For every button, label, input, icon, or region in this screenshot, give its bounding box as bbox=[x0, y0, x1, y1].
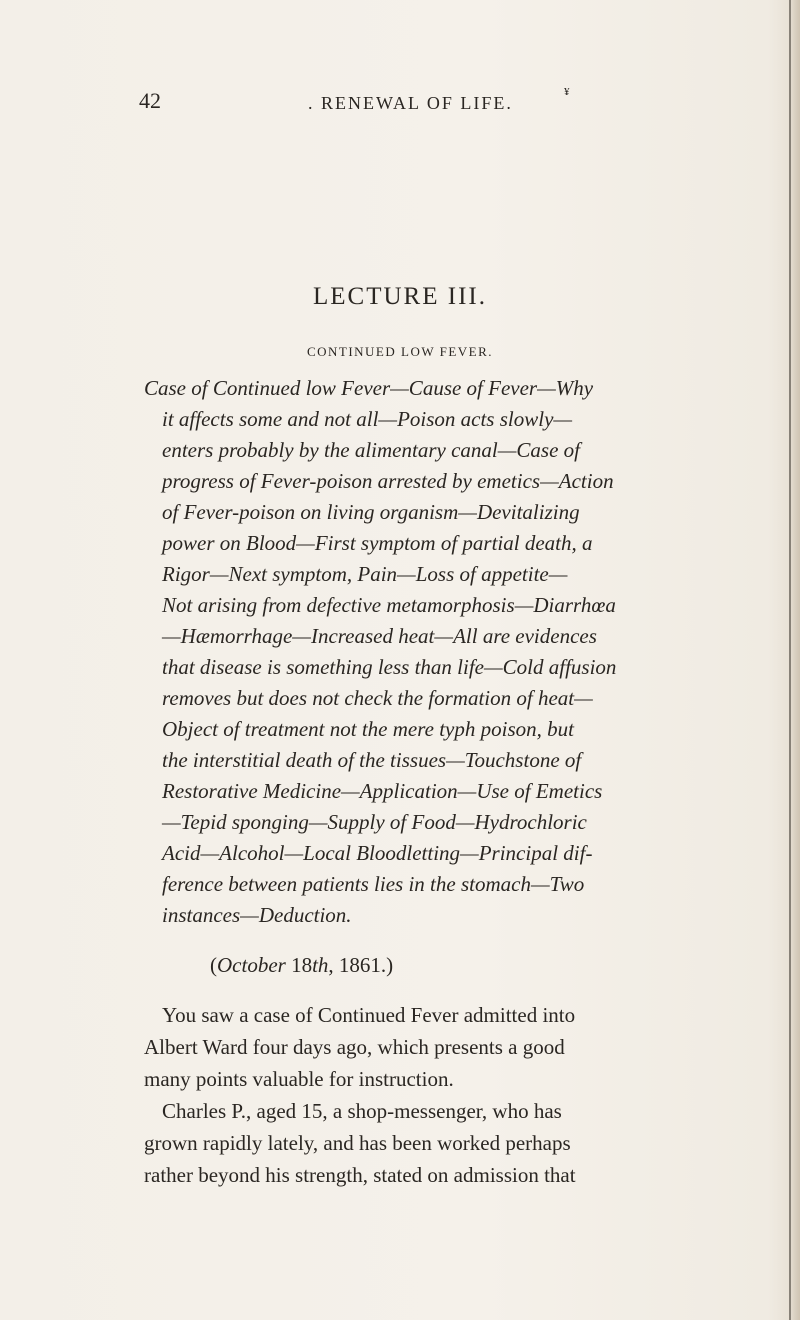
date-open: ( bbox=[210, 953, 217, 977]
date-day: 18 bbox=[291, 953, 313, 977]
synopsis-line: removes but does not check the formation of heat— bbox=[162, 686, 593, 710]
date-month: October bbox=[217, 953, 286, 977]
body-line: grown rapidly lately, and has been worked perhaps bbox=[144, 1131, 571, 1155]
body-line: Albert Ward four days ago, which presents a good bbox=[144, 1035, 565, 1059]
synopsis-line: Object of treatment not the mere typh poison, but bbox=[162, 717, 574, 741]
synopsis-line: instances—Deduction. bbox=[162, 903, 352, 927]
lecture-subtitle: CONTINUED LOW FEVER. bbox=[306, 344, 494, 359]
synopsis-line: enters probably by the alimentary canal—Case of bbox=[162, 438, 580, 462]
body-line: You saw a case of Continued Fever admitted into bbox=[162, 1003, 576, 1027]
date-ordinal: th bbox=[312, 953, 329, 977]
synopsis-line: Rigor—Next symptom, Pain—Loss of appetite— bbox=[162, 562, 568, 586]
date-rest: , 1861.) bbox=[328, 953, 394, 977]
synopsis-line: that disease is something less than life—Cold affusion bbox=[162, 655, 617, 679]
body-line: many points valuable for instruction. bbox=[144, 1067, 454, 1091]
body-line: rather beyond his strength, stated on admission that bbox=[144, 1163, 576, 1187]
page-number: 42 bbox=[139, 88, 161, 113]
synopsis-line: it affects some and not all—Poison acts slowly— bbox=[162, 407, 573, 431]
synopsis-line: Restorative Medicine—Application—Use of Emetics bbox=[162, 779, 603, 803]
synopsis-line: progress of Fever-poison arrested by emetics—Action bbox=[162, 469, 614, 493]
lecture-title: LECTURE III. bbox=[313, 283, 487, 310]
body-line: Charles P., aged 15, a shop-messenger, who has bbox=[162, 1099, 562, 1123]
lecture-date bbox=[210, 953, 393, 978]
synopsis-line: —Tepid sponging—Supply of Food—Hydrochloric bbox=[162, 810, 587, 834]
corner-mark: ¥ bbox=[564, 86, 570, 98]
synopsis-line: power on Blood—First symptom of partial death, a bbox=[162, 531, 593, 555]
synopsis-line: Not arising from defective metamorphosis—Diarrhœa bbox=[162, 593, 616, 617]
synopsis-line: ference between patients lies in the stomach—Two bbox=[162, 872, 585, 896]
synopsis-line: Acid—Alcohol—Local Bloodletting—Principal dif- bbox=[162, 841, 593, 865]
synopsis-line: Case of Continued low Fever—Cause of Fever—Why bbox=[144, 376, 594, 400]
synopsis-line: —Hæmorrhage—Increased heat—All are evidences bbox=[162, 624, 597, 648]
synopsis-line: of Fever-poison on living organism—Devitalizing bbox=[162, 500, 580, 524]
binding-line bbox=[789, 0, 791, 1320]
running-head: . RENEWAL OF LIFE. bbox=[308, 93, 513, 113]
synopsis-line: the interstitial death of the tissues—Touchstone of bbox=[162, 748, 582, 772]
